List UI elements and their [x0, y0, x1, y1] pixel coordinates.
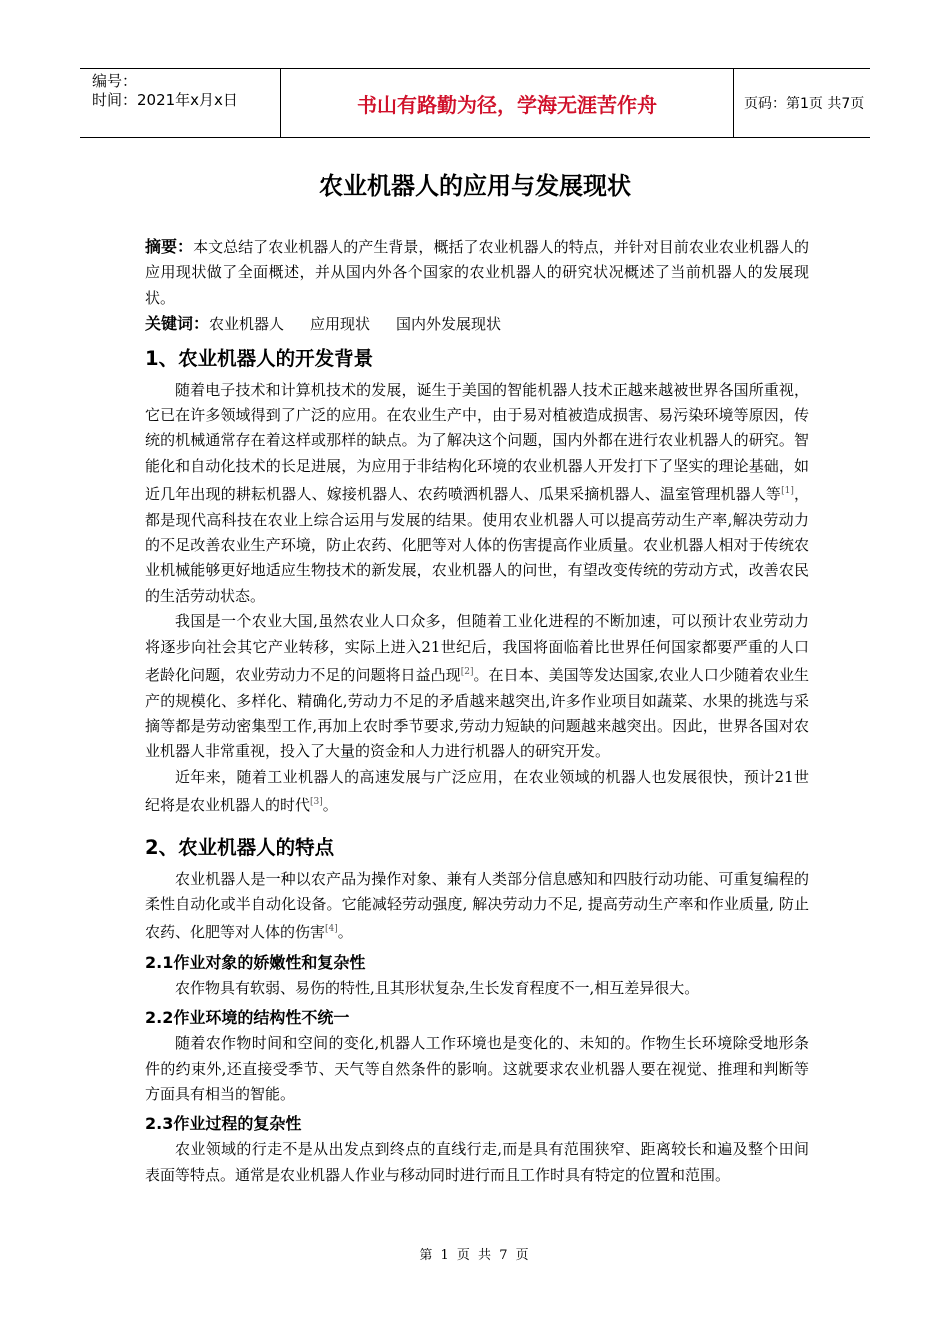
paragraph: 农业领域的行走不是从出发点到终点的直线行走,而是具有范围狭窄、距离较长和遍及整个田间表面等特点。通常是农业机器人作业与移动同时进行而且工作时具有特定的位置和范围。	[145, 1140, 809, 1184]
citation-ref: [3]	[310, 797, 323, 808]
paragraph-text: 。	[337, 923, 353, 942]
header-motto: 书山有路勤为径，学海无涯苦作舟	[280, 69, 734, 137]
document-title: 农业机器人的应用与发展现状	[319, 172, 631, 200]
keyword-item: 农业机器人	[209, 315, 285, 334]
paragraph-text: 随着电子技术和计算机技术的发展，诞生于美国的智能机器人技术正越来越被世界各国所重视，它已在许多领域得到了广泛的应用。在农业生产中，由于易对植被造成损害、易污染环境等原因，传统的机械通常存在着这样或那样的缺点。为了解决这个问题，国内外都在进行农业机器人的研究。智能化和自动化技术的长足进展，为应用于非结构化环境的农业机器人开发打下了坚实的理论基础，如近几年出现的耕耘机器人、嫁接机器人、农药喷洒机器人、瓜果采摘机器人、温室管理机器人等	[145, 380, 809, 504]
section-heading: 2、农业机器人的特点	[145, 835, 335, 859]
citation-ref: [1]	[781, 486, 794, 497]
paragraph-text: 我国是一个农业大国,虽然农业人口众多，但随着工业化进程的不断加速，可以预计农业劳动力将逐步向社会其它产业转移，实际上进入21世纪后，我国将面临着比世界任何国家都要严重的人口老龄化问题，农业劳动力不足的问题将日益凸现	[145, 612, 809, 685]
paragraph	[145, 609, 809, 764]
section-heading: 1、农业机器人的开发背景	[145, 346, 374, 370]
header-date: 时间：2021年x月x日	[92, 91, 238, 109]
paragraph-text: ，都是现代高科技在农业上综合运用与发展的结果。使用农业机器人可以提高劳动生产率,解决劳动力的不足改善农业生产环境，防止农药、化肥等对人体的伤害提高作业质量。农业机器人相对于传统农业机械能够更好地适应生物技术的新发展，农业机器人的问世，有望改变传统的劳动方式，改善农民的生活劳动状态。	[145, 485, 809, 605]
abstract-text: 本文总结了农业机器人的产生背景，概括了农业机器人的特点，并针对目前农业农业机器人的应用现状做了全面概述，并从国内外各个国家的农业机器人的研究状况概述了当前机器人的发展现状。	[145, 238, 809, 307]
citation-ref: [2]	[460, 667, 474, 678]
paragraph-text: 农业机器人是一种以农产品为操作对象、兼有人类部分信息感知和四肢行动功能、可重复编程的柔性自动化或半自动化设备。它能减轻劳动强度, 解决劳动力不足, 提高劳动生产率和作业质量, 防止农药、化肥等对人体的伤害	[145, 869, 809, 942]
paragraph-text: 。	[322, 796, 338, 815]
header-info	[92, 72, 238, 110]
keyword-item: 国内外发展现状	[396, 315, 502, 334]
paragraph: 随着农作物时间和空间的变化,机器人工作环境也是变化的、未知的。作物生长环境除受地形条件的约束外,还直接受季节、天气等自然条件的影响。这就要求农业机器人要在视觉、推理和判断等方面具有相当的智能。	[145, 1034, 809, 1103]
paragraph-text: 。在日本、美国等发达国家	[473, 666, 654, 685]
paragraph	[145, 378, 809, 610]
subsection-heading: 2.1作业对象的娇嫩性和复杂性	[145, 952, 366, 972]
paragraph-text: 近年来，随着工业机器人的高速发展与广泛应用，在农业领域的机器人也发展很快，预计21世纪将是农业机器人的时代	[145, 767, 809, 815]
subsection-heading: 2.2作业环境的结构性不统一	[145, 1008, 350, 1028]
paragraph	[145, 765, 809, 819]
document-body	[145, 234, 809, 1188]
paragraph: 农作物具有软弱、易伤的特性,且其形状复杂,生长发育程度不一,相互差异很大。	[175, 978, 700, 997]
paragraph	[145, 867, 809, 946]
abstract	[145, 234, 809, 311]
page-header	[80, 68, 870, 138]
paragraph-text: ,农业人口少随着农业生产的规模化、多样化、精确化,劳动力不足的矛盾越来越突出,许多作业项目如蔬菜、水果的挑选与采摘等都是劳动密集型工作,再加上农时季节要求,劳动力短缺的问题越来越突出。因此，世界各国对农业机器人非常重视，投入了大量的资金和人力进行机器人的研究开发。	[145, 666, 809, 761]
citation-ref: [4]	[325, 924, 338, 935]
subsection-heading: 2.3作业过程的复杂性	[145, 1114, 302, 1134]
keyword-item: 应用现状	[310, 315, 371, 334]
page-footer: 第 1 页 共 7 页	[419, 1248, 531, 1263]
keywords-label: 关键词：	[145, 314, 210, 334]
abstract-label: 摘要：	[145, 237, 194, 256]
keywords	[145, 311, 809, 337]
header-number: 编号：	[92, 72, 138, 90]
header-page-code: 页码：第1页 共7页	[744, 96, 865, 112]
